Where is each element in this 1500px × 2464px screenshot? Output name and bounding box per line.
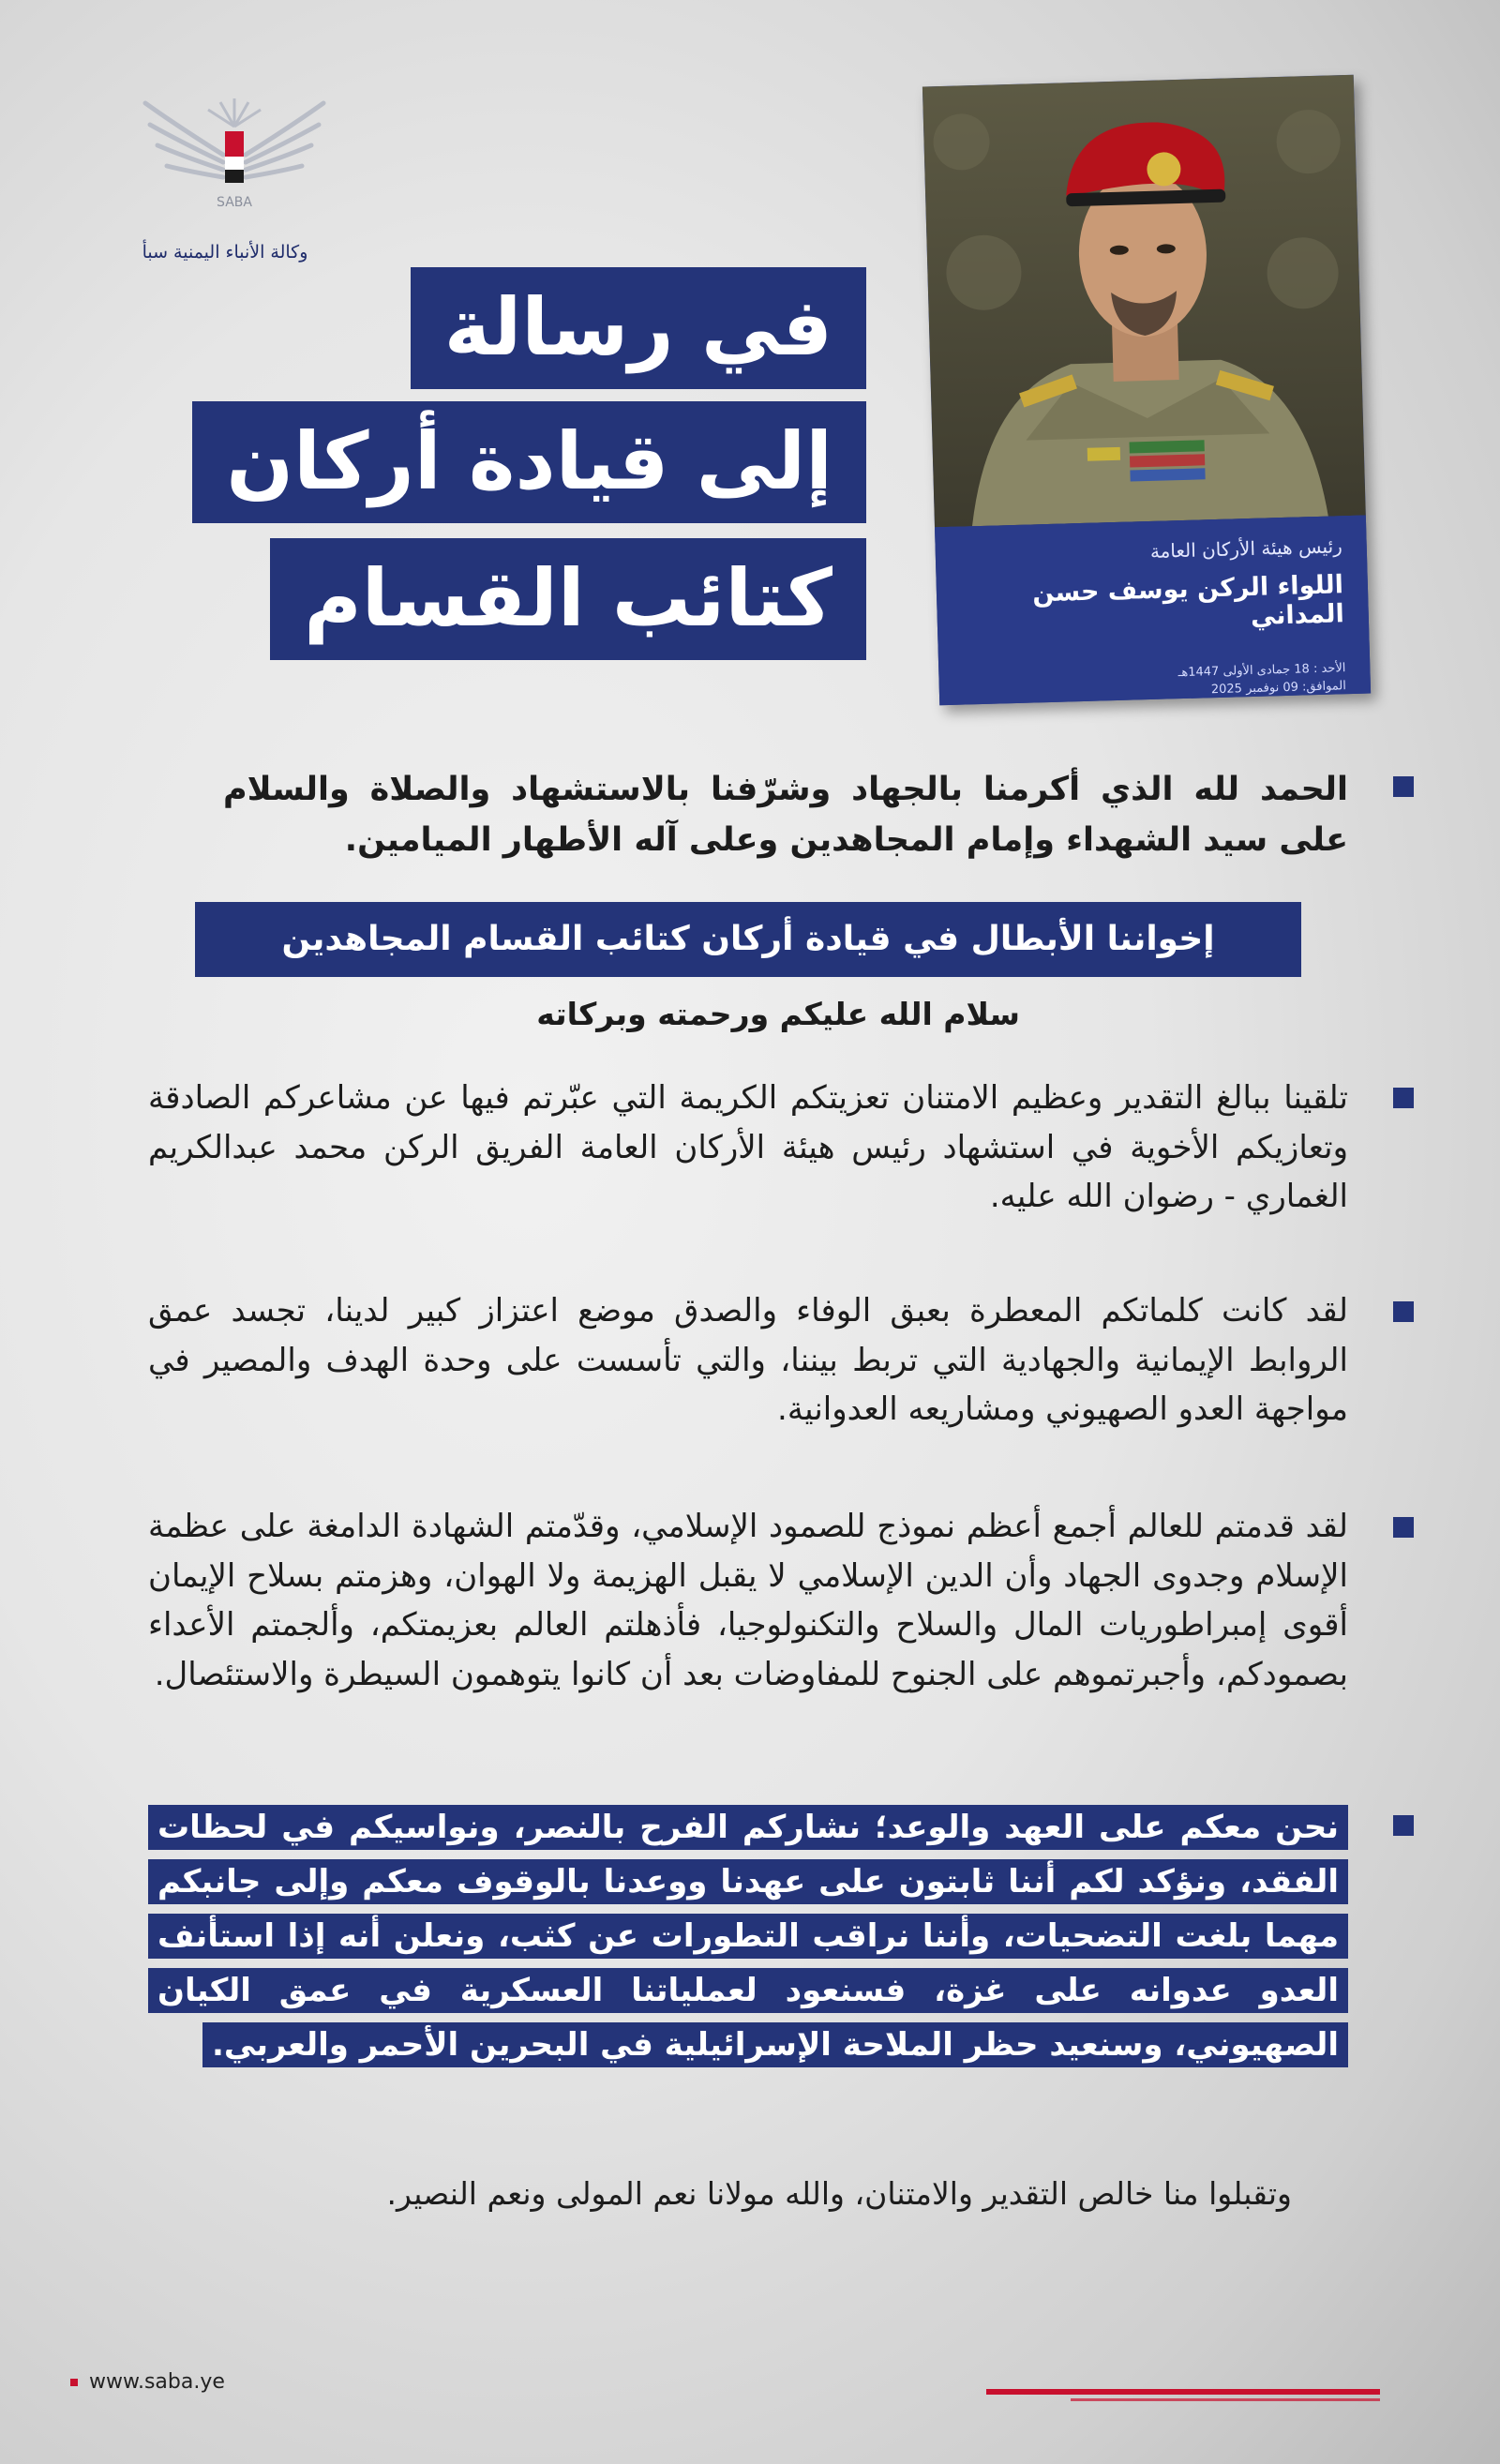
sun-rays-icon (208, 98, 261, 127)
website-url: www.saba.ye (89, 2370, 225, 2394)
salutation-banner: إخواننا الأبطال في قيادة أركان كتائب القسام المجاهدين (195, 902, 1301, 977)
opening-paragraph: الحمد لله الذي أكرمنا بالجهاد وشرّفنا بالاستشهاد والصلاة والسلام على سيد الشهداء وإمام المجاهدين وعلى آله الأطهار الميامين. (223, 771, 1348, 860)
highlighted-text: نحن معكم على العهد والوعد؛ نشاركم الفرح بالنصر، ونواسيكم في لحظات الفقد، ونؤكد لكم أننا ثابتون على عهدنا ووعدنا بالوقوف معكم وإلى جانبكم مهما بلغت التضحيات، وأننا نراقب التطورات عن كثب، ونعلن أنه إذا استأنف العدو عدوانه على غزة، فسنعود لعملياتنا العسكرية في عمق الكيان الصهيوني، وسنعيد حظر الملاحة الإسرائيلية في البحرين الأحمر والعربي. (148, 1805, 1348, 2067)
card-date-hijri: الأحد : 18 جمادى الأولى 1447هـ (1178, 661, 1346, 681)
paragraph-1: تلقينا ببالغ التقدير وعظيم الامتنان تعزيتكم الكريمة التي عبّرتم فيها عن مشاعركم الصادقة وتعازيكم الأخوية في استشهاد رئيس هيئة الأركان العامة الفريق الركن محمد عبدالكريم الغماري - رضوان الله عليه. (148, 1079, 1348, 1216)
portrait-photo (922, 75, 1366, 528)
logo-text: SABA (217, 195, 252, 210)
title-line-1: في رسالة (411, 267, 866, 389)
paragraph-3: لقد قدمتم للعالم أجمع أعظم نموذج للصمود الإسلامي، وقدّمتم الشهادة الدامغة على عظمة الإسلام وجدوى الجهاد وأن الدين الإسلامي لا يقبل الهزيمة ولا الهوان، وهزمتم بسلاح الإيمان أقوى إمبراطوريات المال والسلاح والتكنولوجيا، فأذهلتم العالم بعزيمتكم، وألجمتم الأعداء بصمودكم، وأجبرتموهم على الجنوح للمفاوضات بعد أن كانوا يتوهمون السيطرة والاستئصال. (148, 1508, 1348, 1694)
bullet-icon (1393, 1517, 1414, 1538)
saba-logo (141, 89, 328, 220)
card-role: رئيس هيئة الأركان العامة (1149, 534, 1343, 563)
red-accent-line-thin (1071, 2398, 1380, 2401)
card-name: اللواء الركن يوسف حسن المداني (1031, 570, 1345, 631)
red-accent-line (986, 2389, 1380, 2395)
card-date-gregorian: الموافق: 09 نوفمبر 2025 (1210, 679, 1347, 698)
bullet-icon (1393, 776, 1414, 797)
bullet-icon (1393, 1088, 1414, 1108)
red-dot-icon (70, 2379, 78, 2386)
closing-line: وتقبلوا منا خالص التقدير والامتنان، والله مولانا نعم المولى ونعم النصير. (386, 2175, 1292, 2212)
paragraph-2: لقد كانت كلماتكم المعطرة بعبق الوفاء والصدق موضع اعتزاز كبير لدينا، تجسد عمق الروابط الإيمانية والجهادية التي تربط بيننا، والتي تأسست على وحدة الهدف والمصير في مواجهة العدو الصهيوني ومشاريعه العدوانية. (148, 1292, 1348, 1429)
portrait-card (922, 75, 1371, 706)
title-line-2: إلى قيادة أركان (192, 401, 866, 523)
agency-name: وكالة الأنباء اليمنية سبأ (142, 242, 308, 263)
bullet-icon (1393, 1815, 1414, 1836)
bullet-icon (1393, 1301, 1414, 1322)
card-info (935, 516, 1371, 706)
title-line-3: كتائب القسام (270, 538, 866, 660)
highlighted-paragraph (148, 1800, 1348, 2072)
footer-website[interactable] (70, 2370, 225, 2394)
greeting: سلام الله عليكم ورحمته وبركاته (536, 996, 1020, 1032)
